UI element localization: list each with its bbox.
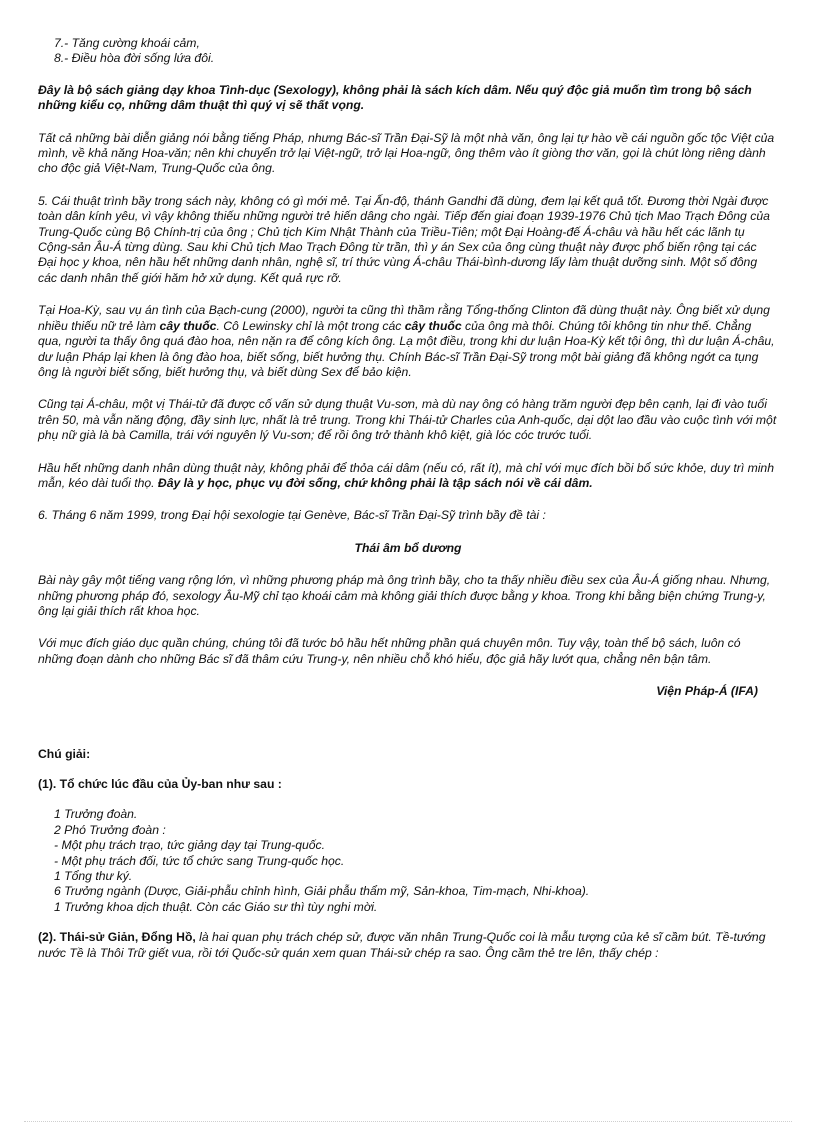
paragraph-purpose: Với mục đích giáo dục quần chúng, chúng tôi đã tước bỏ hầu hết những phần quá chuyên môn. Tuy vậy, toàn thể bộ sách, luôn có những đoạn dành cho những Bác sĩ đã thâm cứu Trung-y, nên nhiều chỗ khó hiểu, độc giả hãy lướt qua, chẳng nên bận tâm. (38, 636, 741, 666)
note1-heading: (1). Tổ chức lúc đầu của Ủy-ban như sau : (38, 777, 282, 791)
document-page (38, 36, 778, 978)
paragraph-prince: Cũng tại Á-châu, một vị Thái-tử đã được cố vấn sử dụng thuật Vu-sơn, mà dù nay ông có hàng trăm người đẹp bên cạnh, lại đi vào tuổi trên 50, mà vẫn năng động, đầy sinh lực, nhất là trẻ trung. Trong khi Thái-tử Charles của Anh-quốc, dại dột lao đầu vào cuộc tình với một phụ nữ già là bà Camilla, trái với nguyên lý Vu-sơn; để rồi ông trở thành khô kiệt, già lóc cóc trước tuổi. (38, 397, 777, 443)
list-item: 1 Trưởng đoàn. (54, 807, 138, 822)
intro-disclaimer: Đây là bộ sách giảng dạy khoa Tình-dục (Sexology), không phải là sách kích dâm. Nếu quý độc giả muốn tìm trong bộ sách những kiểu cọ, những dâm thuật thì quý vị sẽ thất vọng. (38, 82, 752, 113)
paragraph-resonance: Bài này gây một tiếng vang rộng lớn, vì những phương pháp mà ông trình bầy, cho ta thấy nhiều điều sex của Âu-Á giống nhau. Nhưng, những phương pháp đó, sexology Âu-Mỹ chỉ tạo khoái cảm mà không giải thích được bằng y khoa. Trong khi bằng biện chứng Trung-y, ông lại giải thích rất khoa học. (38, 573, 771, 618)
notes-heading: Chú giải: (38, 746, 91, 761)
list-subitem: - Một phụ trách đối, tức tổ chức sang Trung-quốc học. (54, 853, 345, 868)
text-run: Hầu hết những danh nhân dùng thuật này, không phải để thỏa cái dâm (nếu có, rất ít), mà chỉ với mục đích bồi bổ sức khỏe, duy trì minh mẫn, kéo dài tuổi thọ. (38, 460, 774, 490)
signature: Viện Pháp-Á (IFA) (656, 684, 758, 699)
list-item: 6 Trưởng ngành (Dược, Giải-phẫu chỉnh hình, Giải phẫu thẩm mỹ, Sản-khoa, Tim-mạch, Nhi-khoa). (54, 884, 590, 899)
text-run: Tại Hoa-Kỳ, sau vụ án tình của Bạch-cung (2000), người ta cũng thì thầm rằng Tổng-thống Clinton đã dùng thuật này. Ông biết xử dụng nhiều thiếu nữ trẻ làm (38, 303, 770, 333)
bold-statement: Đây là y học, phục vụ đời sống, chứ không phải là tập sách nói về cái dâm. (157, 475, 593, 490)
list-item: 7.- Tăng cường khoái cảm, (54, 36, 200, 50)
text-run: là hai quan phụ trách chép sử, được văn nhân Trung-Quốc coi là mẫu tượng của kẻ sĩ cầm bút. Tề-tướng nước Tề là Thôi Trữ giết vua, rồi tới Quốc-sử quán xem quan Thái-sử chép ra sao. Ông cầm thẻ tre lên, thấy chép : (38, 930, 766, 960)
list-item: 1 Tổng thư ký. (54, 869, 133, 884)
list-item: 8.- Điều hòa đời sống lứa đôi. (54, 51, 215, 66)
paragraph-language: Tất cả những bài diễn giảng nói bằng tiếng Pháp, nhưng Bác-sĩ Trần Đại-Sỹ là một nhà văn, ông lại tự hào về cái nguồn gốc tộc Việt của mình, về khả năng Hoa-văn; nên khi chuyển trở lại Việt-ngữ, trở lại Hoa-ngữ, ông thêm vào ít giòng thơ văn, gọi là chút lòng riêng dành cho độc giả Việt-Nam, Trung-Quốc của ông. (38, 130, 775, 176)
paragraph-5: 5. Cái thuật trình bầy trong sách này, không có gì mới mẻ. Tại Ấn-độ, thánh Gandhi đã dùng, đem lại kết quả tốt. Đương thời Ngài được toàn dân kính yêu, vì vậy không thiếu những người trẻ hiến dâng cho ngài. Tiếp đến giai đoạn 1939-1976 Chủ tịch Mao Trạch Đông của Trung-Quốc cùng Bộ Chính-trị của ông ; Chủ tịch Kim Nhật Thành của Triều-Tiên; một Đại Hoàng-đế Á-châu và hầu hết các lãnh tụ Cộng-sản Âu-Á từng dùng. Sau khi Chủ tịch Mao Trạch Đông từ trần, thì y án Sex của ông cùng thuật này được phổ biến rộng tại các Đại học y khoa, nên hầu hết những danh nhân, nghệ sĩ, trí thức vùng Á-châu Thái-bình-dương lấy làm thuật dưỡng sinh. Một số đông các danh nhân thế giới hăm hở xử dụng. Kết quả rực rỡ. (38, 193, 770, 285)
text-run: của ông mà thôi. Chúng tôi không tin như thế. Chẳng qua, người ta thấy ông quá đào hoa, nên nặn ra để công kích ông. Lạ một điều, trong khi dư luận Hoa-Kỳ kết tội ông, thì dư luận Á-châu, dư luận Pháp lại khen là ông đào hoa, biết sống, biết hưởng thụ. Chính Bác-sĩ Trần Đại-Sỹ trong một bài giảng đã không ngớt ca tụng ông là người biết sống, biết hưởng thụ, và biết dùng Sex để bảo kiện. (38, 318, 775, 379)
note2-heading: (2). Thái-sử Giản, Đổng Hồ, (38, 930, 196, 945)
list-subitem: - Một phụ trách trạo, tức giảng dạy tại Trung-quốc. (54, 838, 326, 853)
bold-term: cây thuốc (404, 318, 462, 333)
list-item: 2 Phó Trưởng đoàn : (54, 822, 166, 837)
talk-title: Thái âm bổ dương (354, 540, 462, 555)
paragraph-health (38, 461, 778, 492)
benefit-list (54, 36, 778, 67)
list-item: 1 Trưởng khoa dịch thuật. Còn các Giáo sư thì tùy nghi mời. (54, 899, 378, 914)
paragraph-6: 6. Tháng 6 năm 1999, trong Đại hội sexologie tại Genève, Bác-sĩ Trần Đại-Sỹ trình bầy đề tài : (38, 508, 546, 523)
note2-paragraph (38, 930, 778, 961)
page-bottom-rule (24, 1121, 792, 1122)
text-run: . Cô Lewinsky chỉ là một trong các (216, 318, 405, 333)
bold-term: cây thuốc (159, 318, 217, 333)
organization-list (54, 807, 778, 915)
paragraph-clinton (38, 303, 778, 380)
